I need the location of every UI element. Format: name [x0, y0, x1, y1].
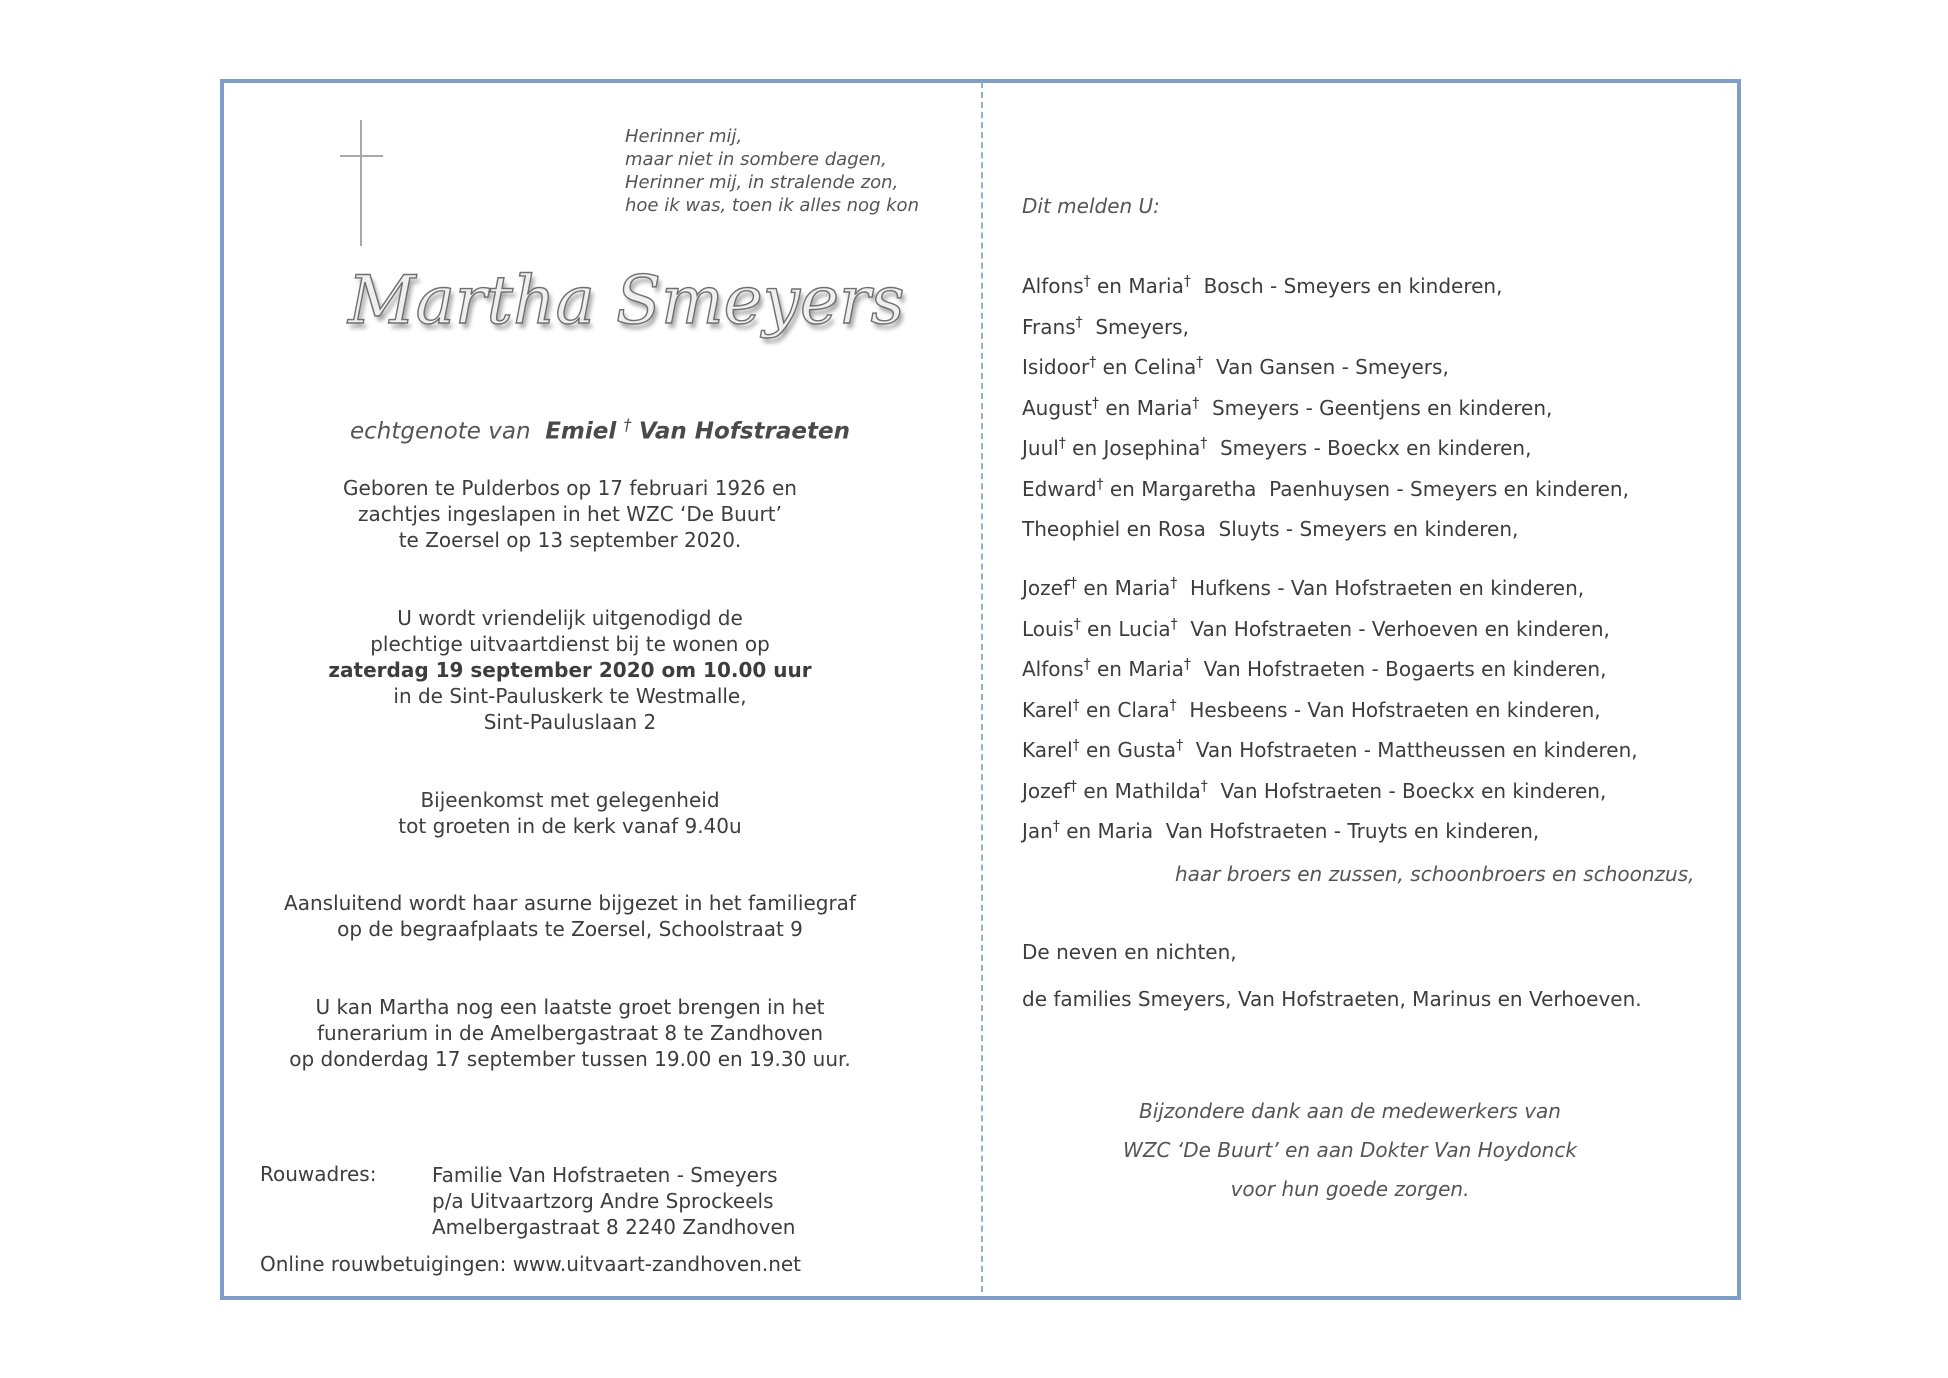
poem-line: Herinner mij, in stralende zon, [625, 172, 899, 193]
birth-line: Geboren te Pulderbos op 17 februari 1926 en [343, 476, 797, 500]
service-block [270, 605, 870, 735]
family-row: Theophiel en Rosa Sluyts - Smeyers en kinderen, [1022, 517, 1519, 541]
family-row: Jozef† en Maria† Hufkens - Van Hofstraeten en kinderen, [1022, 575, 1585, 600]
poem-line: maar niet in sombere dagen, [625, 149, 887, 170]
siblings-line: haar broers en zussen, schoonbroers en schoonzus, [1175, 862, 1695, 886]
burial-block [270, 890, 870, 942]
family-row: Frans† Smeyers, [1022, 313, 1189, 339]
address-line: Familie Van Hofstraeten - Smeyers [432, 1163, 778, 1187]
thanks-line: Bijzondere dank aan de medewerkers van [1139, 1099, 1561, 1123]
poem [625, 125, 919, 217]
service-date: zaterdag 19 september 2020 om 10.00 uur [328, 658, 812, 682]
family-row: Edward† en Margaretha Paenhuysen - Smeyers en kinderen, [1022, 475, 1629, 501]
funeral-home-block [270, 994, 870, 1072]
gathering-line: Bijeenkomst met gelegenheid [420, 788, 720, 812]
fold-divider [981, 82, 983, 1292]
funeral-home-line: op donderdag 17 september tussen 19.00 en 19.30 uur. [289, 1047, 851, 1071]
gathering-line: tot groeten in de kerk vanaf 9.40u [398, 814, 742, 838]
cross-icon-bar [340, 155, 383, 157]
spouse-prefix: echtgenote van [350, 418, 531, 445]
spouse-last-name: Van Hofstraeten [638, 418, 850, 445]
funeral-home-line: funerarium in de Amelbergastraat 8 te Zandhoven [316, 1021, 824, 1045]
family-row: Isidoor† en Celina† Van Gansen - Smeyers, [1022, 354, 1449, 379]
rouwadres-address [432, 1162, 795, 1240]
service-line: plechtige uitvaartdienst bij te wonen op [370, 632, 770, 656]
family-row: Karel† en Gusta† Van Hofstraeten - Mattheussen en kinderen, [1022, 737, 1638, 762]
poem-line: hoe ik was, toen ik alles nog kon [625, 195, 919, 216]
family-list-van-hofstraeten [1022, 568, 1638, 852]
announce-heading: Dit melden U: [1022, 194, 1160, 218]
family-list-smeyers [1022, 266, 1629, 550]
family-row: Jan† en Maria Van Hofstraeten - Truyts en kinderen, [1022, 818, 1540, 843]
spouse-cross: † [623, 415, 632, 434]
service-line: Sint-Pauluslaan 2 [483, 710, 657, 734]
family-row: Karel† en Clara† Hesbeens - Van Hofstraeten en kinderen, [1022, 696, 1601, 722]
burial-line: op de begraafplaats te Zoersel, Schoolstraat 9 [337, 917, 803, 941]
birth-line: zachtjes ingeslapen in het WZC ‘De Buurt’ [358, 502, 782, 526]
thanks-line: WZC ‘De Buurt’ en aan Dokter Van Hoydonck [1123, 1138, 1577, 1162]
service-line: in de Sint-Pauluskerk te Westmalle, [393, 684, 747, 708]
gathering-block [270, 787, 870, 839]
birth-block [270, 475, 870, 553]
families-line: de families Smeyers, Van Hofstraeten, Marinus en Verhoeven. [1022, 987, 1642, 1011]
birth-line: te Zoersel op 13 september 2020. [398, 528, 742, 552]
address-line: Amelbergastraat 8 2240 Zandhoven [432, 1215, 796, 1239]
funeral-home-line: U kan Martha nog een laatste groet brengen in het [315, 995, 825, 1019]
family-row: Juul† en Josephina† Smeyers - Boeckx en kinderen, [1022, 435, 1532, 460]
burial-line: Aansluitend wordt haar asurne bijgezet in het familiegraf [284, 891, 856, 915]
service-line: U wordt vriendelijk uitgenodigd de [397, 606, 743, 630]
thanks-block [1080, 1092, 1620, 1209]
family-row: Alfons† en Maria† Van Hofstraeten - Bogaerts en kinderen, [1022, 656, 1607, 681]
deceased-name: Martha Smeyers [348, 262, 905, 339]
nephews-line: De neven en nichten, [1022, 940, 1237, 964]
address-line: p/a Uitvaartzorg Andre Sprockeels [432, 1189, 774, 1213]
rouwadres-label: Rouwadres: [260, 1162, 377, 1186]
family-row: Jozef† en Mathilda† Van Hofstraeten - Boeckx en kinderen, [1022, 777, 1607, 803]
spouse-line [350, 415, 850, 445]
cross-icon [360, 120, 362, 246]
family-row: Louis† en Lucia† Van Hofstraeten - Verhoeven en kinderen, [1022, 615, 1610, 641]
thanks-line: voor hun goede zorgen. [1230, 1177, 1470, 1201]
poem-line: Herinner mij, [625, 126, 743, 147]
online-condolences: Online rouwbetuigingen: www.uitvaart-zandhoven.net [260, 1252, 802, 1276]
family-row: August† en Maria† Smeyers - Geentjens en kinderen, [1022, 394, 1553, 420]
spouse-first-name: Emiel [545, 418, 617, 445]
family-row: Alfons† en Maria† Bosch - Smeyers en kinderen, [1022, 273, 1503, 298]
